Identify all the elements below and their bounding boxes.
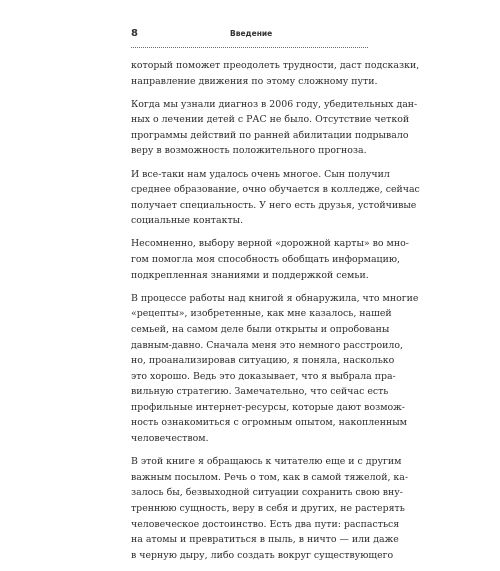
header-divider — [131, 47, 368, 48]
text-line: треннюю сущность, веру в себя и других, не растерять — [131, 502, 405, 514]
text-line: гом помогла моя способность обобщать информацию, — [131, 254, 400, 266]
text-line: в черную дыру, либо создать вокруг существующего — [131, 549, 394, 561]
text-line: профильные интернет-ресурсы, которые дают возмож- — [131, 401, 405, 413]
text-line: важным посылом. Речь о том, как в самой тяжелой, ка- — [131, 471, 409, 483]
page-number: 8 — [131, 28, 138, 39]
text-line: давным-давно. Сначала меня это немного расстроило, — [131, 339, 403, 351]
text-line: получает специальность. У него есть друзья, устойчивые — [131, 199, 417, 211]
text-line: направление движения по этому сложному пути. — [131, 75, 378, 87]
text-line: В этой книге я обращаюсь к читателю еще и с другим — [131, 456, 402, 468]
text-line: который поможет преодолеть трудности, даст подсказки, — [131, 60, 420, 71]
text-line: веру в возможность положительного прогноза. — [131, 145, 367, 157]
text-line: «рецепты», изобретенные, как мне казалось, нашей — [131, 308, 392, 320]
paragraph — [131, 97, 418, 159]
text-line: ность ознакомиться с огромным опытом, накопленным — [131, 417, 407, 429]
text-line: вильную стратегию. Замечательно, что сейчас есть — [131, 386, 389, 398]
paragraph — [131, 58, 420, 89]
text-line: но, проанализировав ситуацию, я поняла, насколько — [131, 355, 395, 367]
text-line: Когда мы узнали диагноз в 2006 году, убедительных дан- — [131, 98, 418, 110]
paragraph — [131, 167, 420, 229]
text-line: программы действий по ранней абилитации подрывало — [131, 129, 409, 141]
text-line: В процессе работы над книгой я обнаружила, что многие — [131, 292, 419, 304]
text-line: семьей, на самом деле были открыты и опробованы — [131, 323, 390, 335]
text-line: человечеством. — [131, 433, 209, 445]
text-line: ных о лечении детей с РАС не было. Отсутствие четкой — [131, 114, 410, 126]
text-line: это хорошо. Ведь это доказывает, что я выбрала пра- — [131, 370, 396, 382]
text-line: И все-таки нам удалось очень многое. Сын получил — [131, 168, 390, 180]
text-line: социальные контакты. — [131, 215, 244, 227]
text-line: залось бы, безвыходной ситуации сохранить свою вну- — [131, 487, 403, 499]
paragraph — [131, 291, 419, 447]
running-title: Введение — [230, 29, 273, 38]
running-header — [131, 24, 368, 44]
text-line: человеческое достоинство. Есть два пути: распасться — [131, 518, 400, 530]
text-line: Несомненно, выбору верной «дорожной карты» во мно- — [131, 238, 409, 250]
page-body — [131, 58, 420, 571]
paragraph — [131, 236, 409, 283]
paragraph — [131, 454, 409, 563]
text-line: подкрепленная знаниями и поддержкой семьи. — [131, 269, 369, 281]
text-line: среднее образование, очно обучается в колледже, сейчас — [131, 184, 420, 196]
text-line: на атомы и превратиться в пыль, в ничто — или даже — [131, 534, 399, 546]
